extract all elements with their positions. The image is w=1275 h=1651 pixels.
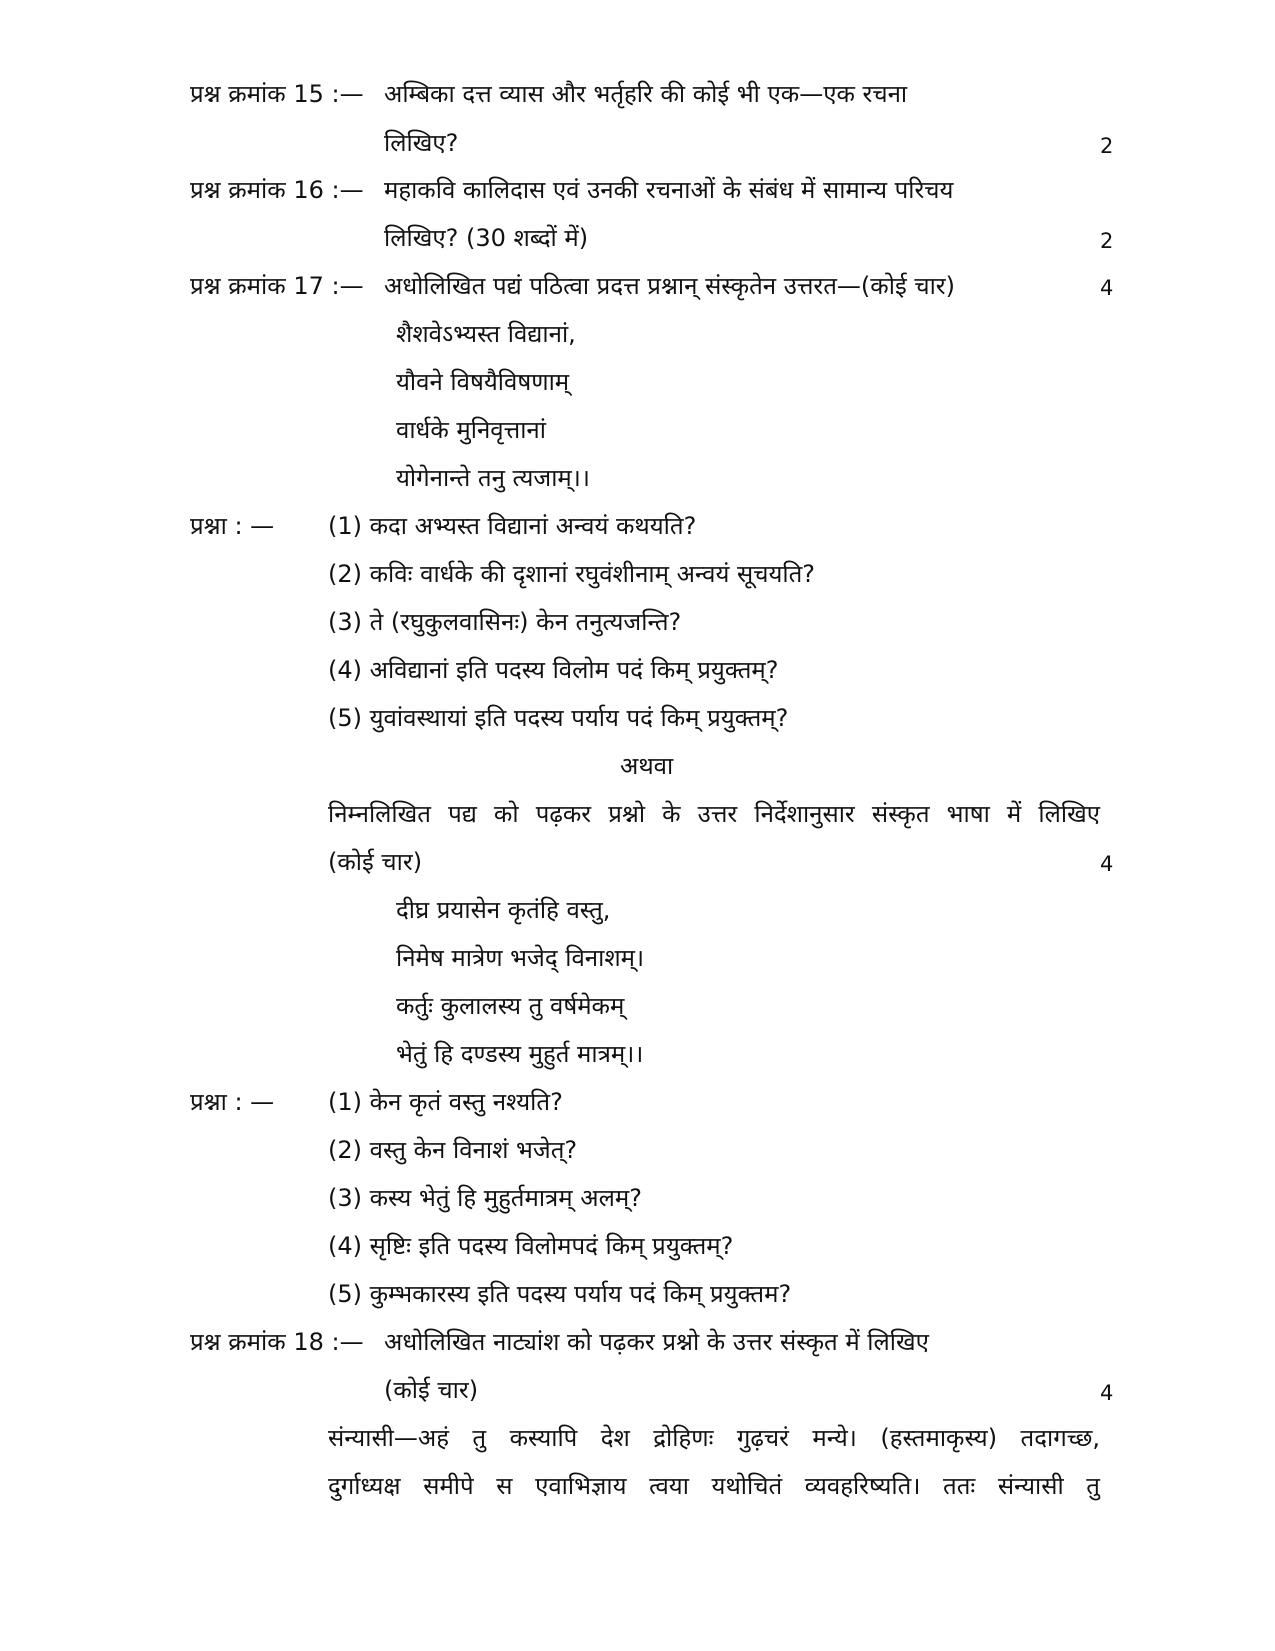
q17-alt-subquestion: (2) वस्तु केन विनाशं भजेत्?	[328, 1136, 578, 1164]
q18-text-line1: अधोलिखित नाट्यांश को पढ़कर प्रश्नो के उत्तर संस्कृत में लिखिए	[384, 1328, 929, 1356]
q18-label: प्रश्न क्रमांक 18 :—	[190, 1328, 364, 1356]
q17-alt-verse-line: दीघ्र प्रयासेन कृतंहि वस्तु,	[396, 896, 611, 924]
q17-subquestion: (5) युवांवस्थायां इति पदस्य पर्याय पदं किम् प्रयुक्तम्?	[328, 704, 789, 732]
or-separator: अथवा	[620, 752, 674, 780]
q17-alt-verse-line: निमेष मात्रेण भजेद् विनाशम्।	[396, 944, 645, 972]
q16-text-line1: महाकवि कालिदास एवं उनकी रचनाओं के संबंध में सामान्य परिचय	[384, 176, 954, 204]
q18-marks: 4	[1100, 1381, 1114, 1405]
q18-text-line2: (कोई चार)	[384, 1376, 479, 1404]
q17-alt-subquestion: (4) सृष्टिः इति पदस्य विलोमपदं किम् प्रयुक्तम्?	[328, 1232, 734, 1260]
q18-passage-line: संन्यासी—अहं तु कस्यापि देश द्रोहिणः गुढ़चरं मन्ये। (हस्तमाकृस्य) तदागच्छ,	[328, 1424, 1100, 1452]
q17-verse-line: यौवने विषयैविषणाम्	[396, 368, 570, 396]
q17-subquestion: (2) कविः वार्धके की दृशानां रघुवंशीनाम् अन्वयं सूचयति?	[328, 560, 816, 588]
q17-marks: 4	[1100, 276, 1114, 300]
q16-text-line2: लिखिए? (30 शब्दों में)	[384, 224, 589, 252]
q17-alt-verse-line: भेतुं हि दण्डस्य मुहुर्त मात्रम्।।	[396, 1040, 644, 1068]
q17-alt-marks: 4	[1100, 852, 1114, 876]
q16-marks: 2	[1100, 229, 1114, 253]
q15-text-line2: लिखिए?	[384, 129, 459, 157]
q17-alt-subquestion: (1) केन कृतं वस्तु नश्यति?	[328, 1088, 563, 1116]
q17-alt-verse-line: कर्तुः कुलालस्य तु वर्षमेकम्	[396, 992, 625, 1020]
q16-label: प्रश्न क्रमांक 16 :—	[190, 176, 364, 204]
q17-subquestion: (3) ते (रघुकुलवासिनः) केन तनुत्यजन्ति?	[328, 608, 682, 636]
q17-alt-subquestion: (5) कुम्भकारस्य इति पदस्य पर्याय पदं किम् प्रयुक्तम?	[328, 1280, 792, 1308]
q17-alt-questions-label: प्रश्ना : —	[190, 1088, 275, 1116]
q17-verse-line: योगेनान्ते तनु त्यजाम्।।	[396, 464, 590, 492]
q17-alt-instruction-line1: निम्नलिखित पद्य को पढ़कर प्रश्नो के उत्तर निर्देशानुसार संस्कृत भाषा में लिखिए	[328, 800, 1100, 828]
q17-subquestion: (4) अविद्यानां इति पदस्य विलोम पदं किम् प्रयुक्तम्?	[328, 656, 779, 684]
q17-alt-instruction-line2: (कोई चार)	[328, 848, 423, 876]
q17-verse-line: वार्धके मुनिवृत्तानां	[396, 416, 546, 444]
q17-alt-subquestion: (3) कस्य भेतुं हि मुहुर्तमात्रम् अलम्?	[328, 1184, 642, 1212]
q15-label: प्रश्न क्रमांक 15 :—	[190, 80, 364, 108]
q17-label: प्रश्न क्रमांक 17 :—	[190, 272, 364, 300]
q17-verse-line: शैशवेऽभ्यस्त विद्यानां,	[396, 320, 576, 348]
q17-instruction: अधोलिखित पद्यं पठित्वा प्रदत्त प्रश्नान् संस्कृतेन उत्तरत—(कोई चार)	[384, 272, 955, 300]
q17-subquestion: (1) कदा अभ्यस्त विद्यानां अन्वयं कथयति?	[328, 512, 697, 540]
q17-questions-label: प्रश्ना : —	[190, 512, 275, 540]
q15-marks: 2	[1100, 134, 1114, 158]
q18-passage-line: दुर्गाध्यक्ष समीपे स एवाभिज्ञाय त्वया यथोचितं व्यवहरिष्यति। ततः संन्यासी तु	[328, 1472, 1100, 1500]
q15-text-line1: अम्बिका दत्त व्यास और भर्तृहरि की कोई भी एक—एक रचना	[384, 80, 908, 108]
